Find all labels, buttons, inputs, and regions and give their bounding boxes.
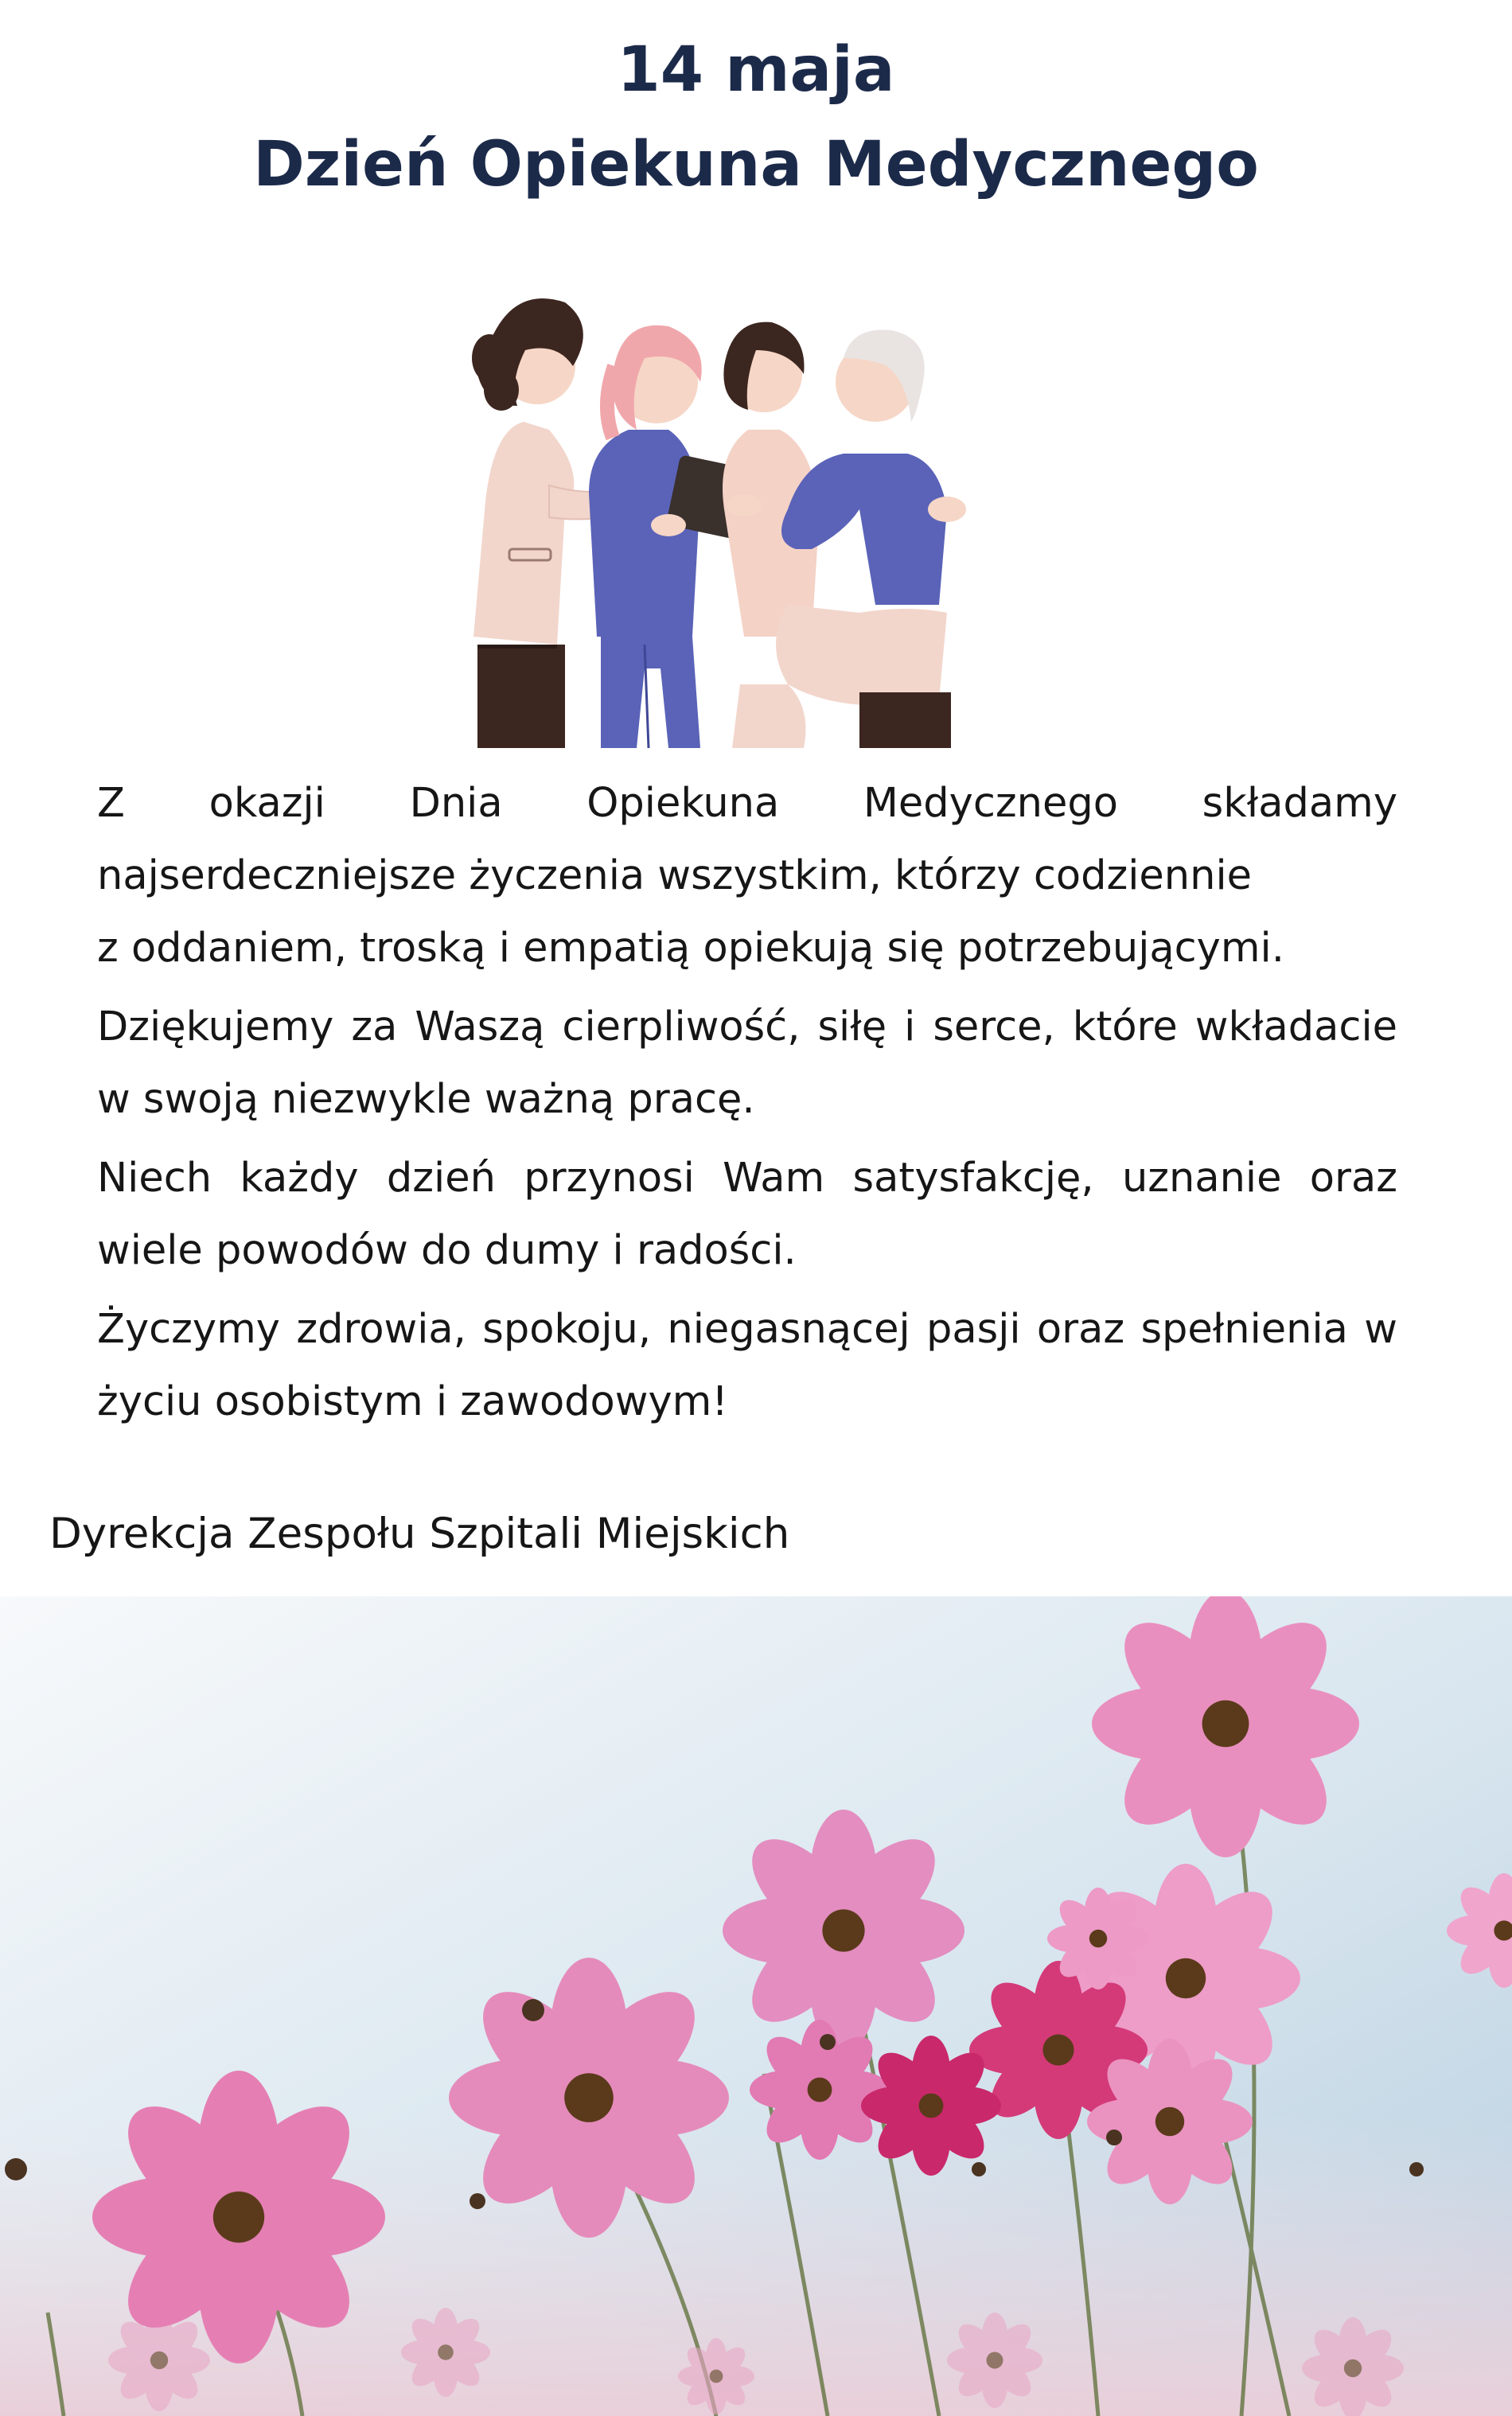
greeting-p1-line2: najserdeczniejsze życzenia wszystkim, którzy codziennie xyxy=(97,852,1252,899)
signature: Dyrekcja Zespołu Szpitali Miejskich xyxy=(49,1510,790,1558)
greeting-paragraph-4: Życzymy zdrowia, spokoju, niegasnącej pasji oraz spełnienia w życiu osobistym i zawodowym! xyxy=(97,1306,1397,1425)
greeting-paragraph-2: Dziękujemy za Waszą cierpliwość, siłę i serce, które wkładacie w swoją niezwykle ważną pracę. xyxy=(97,1003,1397,1123)
greeting-p1-line1: Z okazji Dnia Opiekuna Medycznego składamy xyxy=(97,780,1397,827)
greeting-text xyxy=(97,767,1397,1444)
greeting-p1-line3: z oddaniem, troską i empatią opiekują się potrzebującymi. xyxy=(97,925,1284,972)
cosmos-flowers-photo xyxy=(0,1596,1512,2416)
greeting-paragraph-1 xyxy=(97,767,1397,984)
greeting-paragraph-3: Niech każdy dzień przynosi Wam satysfakcję, uznanie oraz wiele powodów do dumy i radości. xyxy=(97,1155,1397,1274)
caregivers-illustration xyxy=(430,271,1035,748)
page-title: Dzień Opiekuna Medycznego xyxy=(253,129,1259,201)
page-date: 14 maja xyxy=(617,34,895,106)
